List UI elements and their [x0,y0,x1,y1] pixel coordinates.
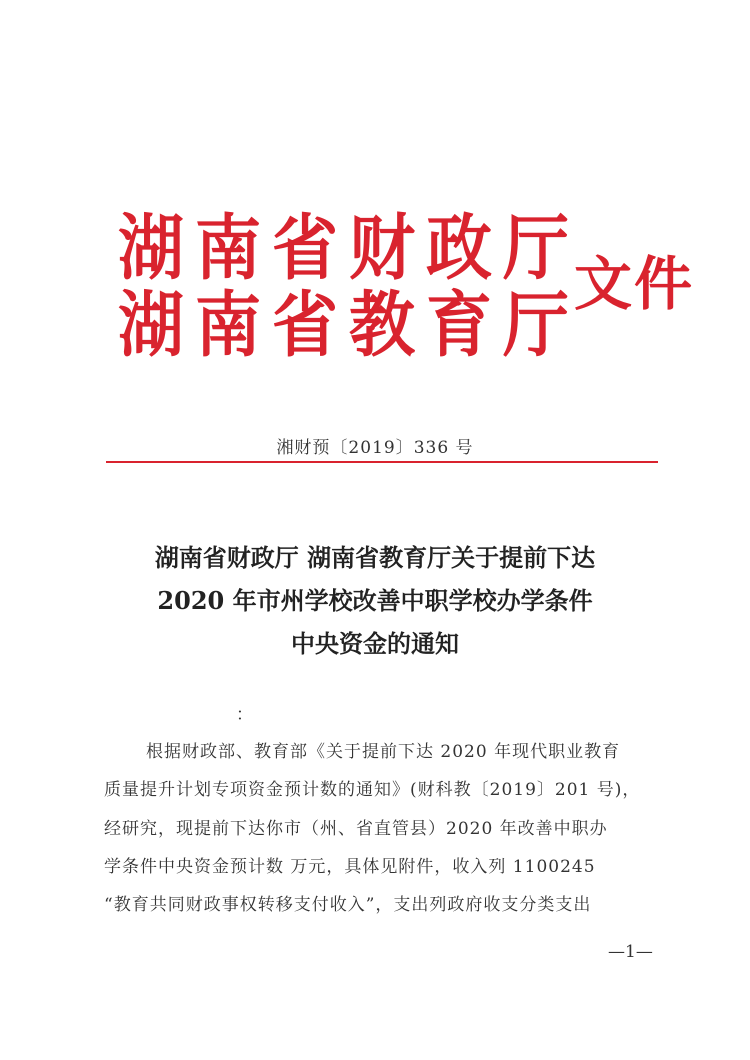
body-line-3: 经研究，现提前下达你市（州、省直管县）2020 年改善中职办 [104,819,608,839]
document-number: 湘财预〔2019〕336 号 [276,438,474,458]
title-line-3: 中央资金的通知 [291,629,459,658]
body-line-4: 学条件中央资金预计数 万元，具体见附件，收入列 1100245 [104,857,596,877]
addressee: ： [236,705,253,725]
header-org-finance: 湖南省财政厅 [118,206,580,290]
page-number: —1— [608,942,653,962]
red-divider [106,461,658,463]
header-doc-word: 文件 [574,250,695,318]
title-line-2: 2020 年市州学校改善中职学校办学条件 [157,586,593,615]
header-org-education: 湖南省教育厅 [118,283,580,367]
body-line-1: 根据财政部、教育部《关于提前下达 2020 年现代职业教育 [146,742,621,762]
body-line-2: 质量提升计划专项资金预计数的通知》(财科教〔2019〕201 号)， [104,780,641,800]
title-line-1: 湖南省财政厅 湖南省教育厅关于提前下达 [154,543,596,572]
body-line-5: “教育共同财政事权转移支付收入”，支出列政府收支分类支出 [104,895,592,915]
